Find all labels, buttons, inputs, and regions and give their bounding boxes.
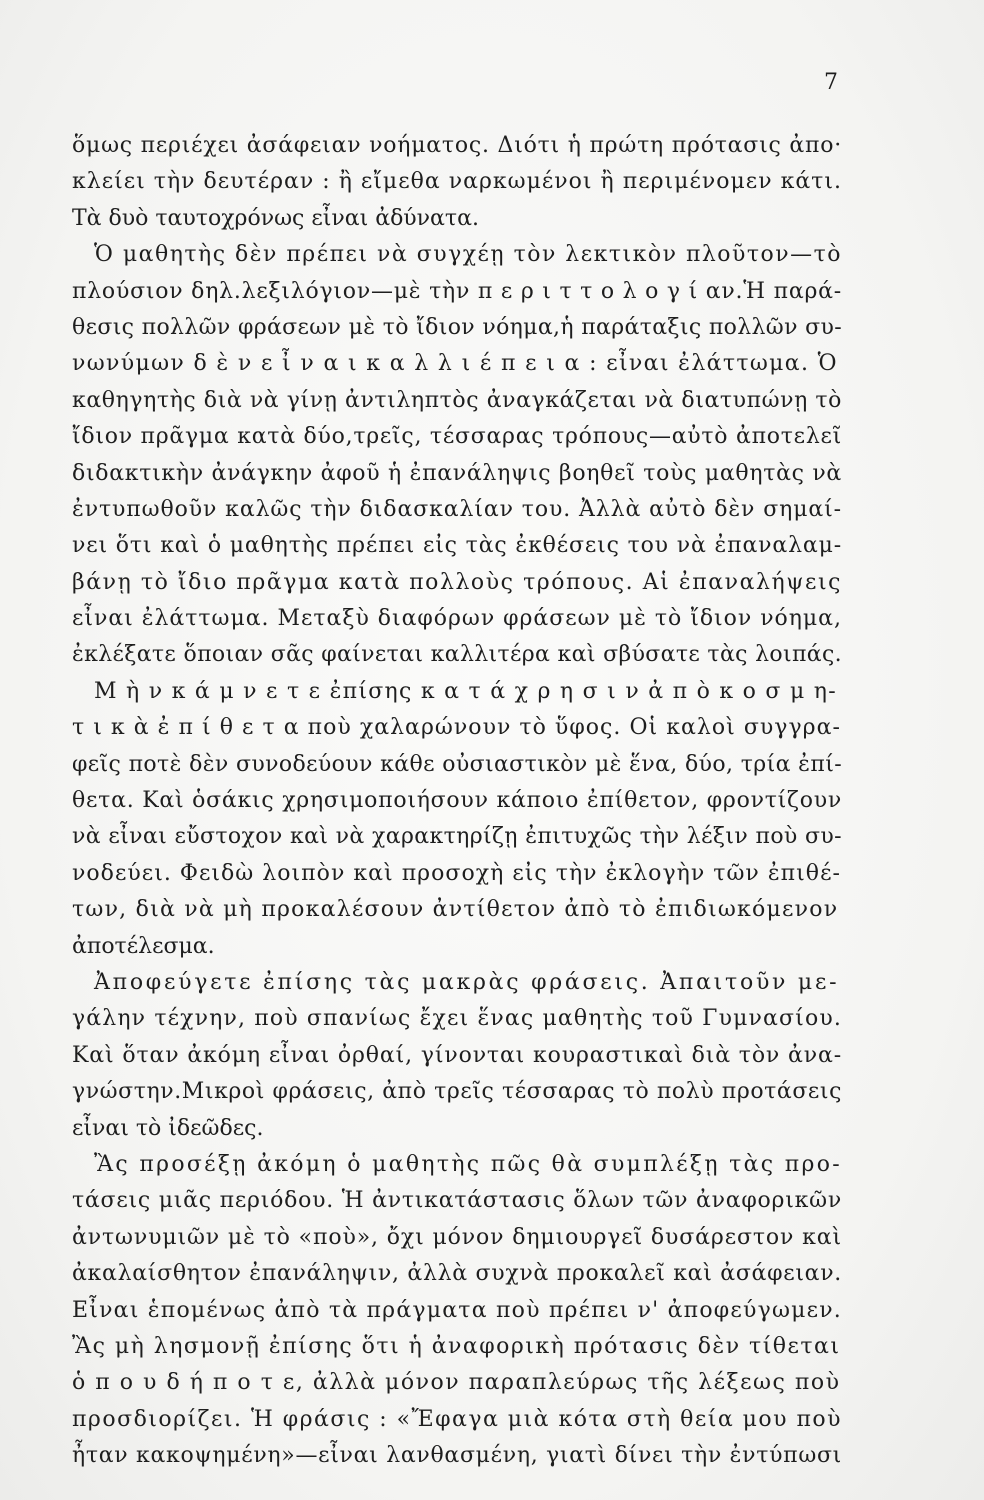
- text-line: ἐκλέξατε ὅποιαν σᾶς φαίνεται καλλιτέρα καὶ σβύσατε τὰς λοιπάς.: [72, 642, 842, 668]
- text-line: Καὶ ὅταν ἀκόμη εἶναι ὀρθαί, γίνονται κουραστικαὶ διὰ τὸν ἀνα-: [72, 1042, 842, 1068]
- text-line: κλείει τὴν δευτέραν : ἢ εἴμεθα ναρκωμένοι ἢ περιμένομεν κάτι.: [72, 169, 842, 195]
- text-line: ἴδιον πρᾶγμα κατὰ δύο,τρεῖς, τέσσαρας τρόπους—αὐτὸ ἀποτελεῖ: [72, 424, 842, 450]
- text-line: νωνύμων δ ὲ ν ε ἶ ν α ι κ α λ λ ι έ π ε ι α : εἶναι ἐλάττωμα. Ὁ: [72, 351, 838, 377]
- text-line: των, διὰ νὰ μὴ προκαλέσουν ἀντίθετον ἀπὸ τὸ ἐπιδιωκόμενον: [72, 897, 839, 923]
- text-line: εἶναι ἐλάττωμα. Μεταξὺ διαφόρων φράσεων μὲ τὸ ἴδιον νόημα,: [72, 606, 842, 632]
- page-number: 7: [824, 70, 838, 95]
- text-line: ἐντυπωθοῦν καλῶς τὴν διδασκαλίαν του. Ἀλλὰ αὐτὸ δὲν σημαί-: [72, 496, 842, 522]
- text-line: διδακτικὴν ἀνάγκην ἀφοῦ ἡ ἐπανάληψις βοηθεῖ τοὺς μαθητὰς νὰ: [72, 460, 842, 486]
- text-line: νοδεύει. Φειδὼ λοιπὸν καὶ προσοχὴ εἰς τὴν ἐκλογὴν τῶν ἐπιθέ-: [72, 860, 841, 886]
- text-line: Ὁ μαθητὴς δὲν πρέπει νὰ συγχέῃ τὸν λεκτικὸν πλοῦτον—τὸ: [94, 242, 842, 268]
- text-line: ὁ π ο υ δ ή π ο τ ε, ἀλλὰ μόνον παραπλεύρως τῆς λέξεως ποὺ: [72, 1370, 841, 1396]
- text-line: Ἀποφεύγετε ἐπίσης τὰς μακρὰς φράσεις. Ἀπαιτοῦν με-: [94, 969, 840, 995]
- text-line: Ἂς μὴ λησμονῇ ἐπίσης ὅτι ἡ ἀναφορικὴ πρότασις δὲν τίθεται: [72, 1333, 841, 1359]
- text-line: θεσις πολλῶν φράσεων μὲ τὸ ἴδιον νόημα,ἡ παράταξις πολλῶν συ-: [72, 314, 842, 340]
- text-line: εἶναι τὸ ἰδεῶδες.: [72, 1115, 264, 1141]
- text-line: νὰ εἶναι εὔστοχον καὶ νὰ χαρακτηρίζῃ ἐπιτυχῶς τὴν λέξιν ποὺ συ-: [72, 824, 842, 850]
- text-line: ἀποτέλεσμα.: [72, 933, 215, 959]
- text-line: Ἂς προσέξῃ ἀκόμη ὁ μαθητὴς πῶς θὰ συμπλέξῃ τὰς προ-: [94, 1151, 842, 1177]
- text-line: καθηγητὴς διὰ νὰ γίνῃ ἀντιληπτὸς ἀναγκάζεται νὰ διατυπώνῃ τὸ: [72, 387, 842, 413]
- text-line: ἀντωνυμιῶν μὲ τὸ «ποὺ», ὄχι μόνον δημιουργεῖ δυσάρεστον καὶ: [72, 1224, 842, 1250]
- text-line: πλούσιον δηλ.λεξιλόγιον—μὲ τὴν π ε ρ ι τ τ ο λ ο γ ί αν.Ἡ παρά-: [72, 278, 842, 304]
- text-line: θετα. Καὶ ὁσάκις χρησιμοποιήσουν κάποιο ἐπίθετον, φροντίζουν: [72, 788, 842, 814]
- text-line: ἀκαλαίσθητον ἐπανάληψιν, ἀλλὰ συχνὰ προκαλεῖ καὶ ἀσάφειαν.: [72, 1261, 842, 1287]
- text-line: γάλην τέχνην, ποὺ σπανίως ἔχει ἕνας μαθητὴς τοῦ Γυμνασίου.: [72, 1006, 842, 1032]
- text-line: Τὰ δυὸ ταυτοχρόνως εἶναι ἀδύνατα.: [72, 205, 479, 231]
- text-line: Μ ὴ ν κ ά μ ν ε τ ε ἐπίσης κ α τ ά χ ρ η σ ι ν ἀ π ὸ κ ο σ μ η-: [94, 678, 837, 704]
- text-line: προσδιορίζει. Ἡ φράσις : «Ἔφαγα μιὰ κότα στὴ θεία μου ποὺ: [72, 1406, 842, 1432]
- text-line: ἦταν κακοψημένη»—εἶναι λανθασμένη, γιατὶ δίνει τὴν ἐντύπωσι: [72, 1443, 842, 1469]
- text-line: τ ι κ ὰ ἐ π ί θ ε τ α ποὺ χαλαρώνουν τὸ ὕφος. Οἱ καλοὶ συγγρα-: [72, 715, 841, 741]
- text-line: Εἶναι ἑπομένως ἀπὸ τὰ πράγματα ποὺ πρέπει ν' ἀποφεύγωμεν.: [72, 1297, 842, 1323]
- text-line: ὅμως περιέχει ἀσάφειαν νοήματος. Διότι ἡ πρώτη πρότασις ἀπο·: [72, 133, 842, 158]
- text-line: τάσεις μιᾶς περιόδου. Ἡ ἀντικατάστασις ὅλων τῶν ἀναφορικῶν: [72, 1188, 842, 1214]
- text-line: βάνῃ τὸ ἴδιο πρᾶγμα κατὰ πολλοὺς τρόπους. Αἱ ἐπαναλήψεις: [72, 569, 842, 595]
- text-line: νει ὅτι καὶ ὁ μαθητὴς πρέπει εἰς τὰς ἐκθέσεις του νὰ ἐπαναλαμ-: [72, 533, 842, 559]
- text-line: φεῖς ποτὲ δὲν συνοδεύουν κάθε οὐσιαστικὸν μὲ ἕνα, δύο, τρία ἐπί-: [72, 751, 842, 777]
- text-line: γνώστην.Μικροὶ φράσεις, ἀπὸ τρεῖς τέσσαρας τὸ πολὺ προτάσεις: [72, 1079, 842, 1105]
- body-text: [72, 128, 842, 1474]
